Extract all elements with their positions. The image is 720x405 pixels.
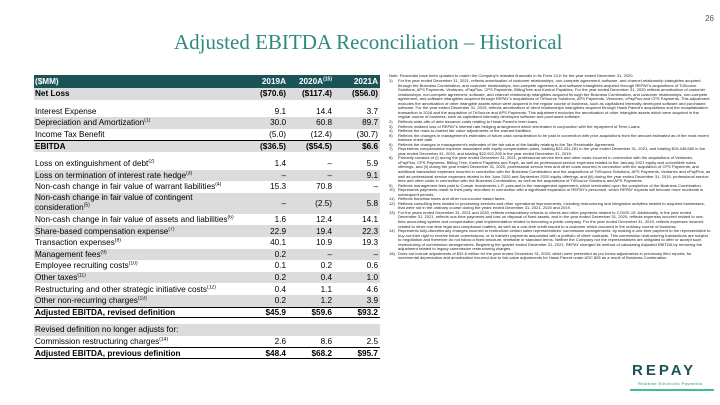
row-label [34,349,240,358]
footnote-number: 3) [389,123,393,129]
footnote-text: Reflects the changes in management’s estimates of the fair value of the liability relating to the Tax Receivable Agreement. [398,141,616,147]
cell-2020: ($117.4) [301,89,332,99]
cell-2021: 22.3 [362,226,378,236]
row-footnote-ref: (7) [168,226,175,232]
cell-2019: 1.6 [274,215,286,225]
footnote-text: Reflects realized loss of REPAY’s interest rate hedging arrangement which terminated in conjunction with the repayment of Term Loans. [398,123,641,129]
header-2020-label: 2020A [298,77,324,86]
table-row [34,336,380,348]
logo-word: REPAY [632,362,697,379]
page-title: Adjusted EBITDA Reconciliation – Historical [174,30,563,54]
table-row [34,347,380,359]
footnote-number: 8) [389,155,393,161]
cell-2021: 9.1 [366,170,378,180]
cell-2020: $68.2 [311,348,332,358]
cell-2019: ($70.6) [260,89,286,99]
row-footnote-ref: (1) [144,118,151,124]
table-body [34,88,380,359]
cell-2019: ($36.5) [260,142,286,152]
row-footnote-ref: (6) [227,215,234,221]
row-label [34,118,240,127]
table-row [34,324,380,336]
row-label [34,142,240,151]
row-footnote-ref: (4) [215,182,222,188]
table-row [34,129,380,141]
cell-2019: 2.6 [274,336,286,346]
row-label [34,337,240,346]
notes-list [389,79,711,261]
table-row [34,225,380,237]
cell-2020: 10.9 [316,238,332,248]
repay-logo [630,362,716,392]
row-label-text: Non-cash change in fair value of warrant liabilities [35,182,216,192]
cell-2020: $59.6 [311,307,332,317]
row-label-text: Other taxes [35,273,78,283]
row-label-text: Loss on extinguishment of debt [35,159,149,169]
cell-2021: – [373,182,378,192]
row-footnote-ref: (3) [186,170,193,177]
footnote-text: Reflects the mark-to-market fair value adjustments of the warrant liabilities. [398,128,532,134]
footnote-number: 13) [389,209,395,215]
table-row [34,193,380,214]
row-label [34,285,240,294]
cell-2020: 70.8 [316,182,332,192]
cell-2019: 40.1 [270,238,286,248]
cell-2020: 1.2 [320,296,332,306]
cell-2021: ($56.0) [352,89,378,99]
footnote-text: For the year ended December 31, 2021, reflects amortization of customer relationships, non-compete agreement, software, and channel relationship intangibles acquired through the Business Combination, and customer relationships, non-compete agreement, and software intangibles acquired through REPAY’s acquisitions of TriSource Solutions, APS Payments, Ventanex, cPayPlus, CPS Payments, BillingTree and Kontrol Payables. For the year ended December 31, 2020 reflects amortization of customer relationships, non-compete agreement, software, and channel relationship intangibles acquired through the Business Combination, and customer relationships, non-compete agreement, and software intangibles acquired through REPAY’s acquisitions of TriSource Solutions, APS Payments, Ventanex, cPayPlus and CPS Payments. This adjustment excludes the amortization of other intangible assets which were acquired in the regular course of business, such as capitalized internally developed software and purchased software. For the year ended December 31, 2019, reflects amortization of client relationships intangibles acquired through Hawk Parent’s acquisitions and the recapitalization transaction in 2016 and the acquisition of TriSource and APS Payments. This adjustment excludes the amortization of other intangible assets which were acquired in the regular course of business, such as capitalized internally developed software and purchased software. [398,78,710,120]
table-row [34,249,380,261]
footnote-text: Reflects franchise taxes and other non-income based taxes. [398,196,506,202]
row-label-text: Depreciation and Amortization [35,118,145,128]
footnote-item [389,156,711,183]
cell-2021: (30.7) [356,130,378,140]
header-2020 [288,77,334,86]
cell-2021: 19.3 [362,238,378,248]
cell-2019: 0.2 [274,249,286,259]
table-row [34,158,380,170]
row-label-text: Share-based compensation expense [35,226,169,236]
row-label [34,215,240,224]
table-row [34,88,380,100]
cell-2021: 0.6 [366,261,378,271]
footnote-number: 12) [389,200,395,206]
row-label-text: Other non-recurring charges [35,296,138,306]
footnote-number: 7) [389,146,393,152]
footnotes [389,74,711,261]
row-label-text: Loss on termination of interest rate hedge [35,170,187,180]
table-row [34,106,380,118]
row-label-text: Non-cash change in fair value of assets and liabilities [35,215,228,225]
footnote-item [389,211,711,229]
footnote-item [389,79,711,120]
row-label [34,296,240,305]
row-label-text: EBITDA [35,142,66,152]
row-label [34,325,240,334]
row-label [34,159,240,168]
row-label [34,171,240,180]
row-label [34,227,240,236]
row-label [34,182,240,191]
footnote-item [389,229,711,252]
row-label-text: Management fees [35,249,101,259]
row-label-text: Adjusted EBITDA, previous definition [35,348,181,358]
cell-2019: 0.2 [274,273,286,283]
row-label [34,107,240,116]
cell-2021: 5.8 [366,198,378,208]
row-label [34,273,240,282]
row-footnote-ref: (8) [114,238,121,244]
row-label [34,193,240,213]
row-footnote-ref: (11) [77,273,86,279]
footnote-text: Represents compensation expense associated with equity compensation plans, totaling $22,331,251 in the year ended December 31, 2021, and totaling $19,445,680 in the year ended December 31, 2020, and totaling $22,922,205 in the year ended December 31, 2019. [398,146,706,156]
footnote-number: 4) [389,128,393,134]
cell-2019: 9.1 [274,106,286,116]
cell-2021: 14.1 [362,215,378,225]
footnote-text: Reflects the changes in management’s estimates of future cash consideration to be paid in connection with prior acquisitions from the amount estimated as of the most recent balance sheet date. [398,132,709,143]
footnote-text: Primarily consists of (i) during the year ended December 31, 2021, professional service fees and other costs incurred in connection with the acquisitions of Ventanex, cPayPlus, CPS Payments, Billing Tree, Kontrol Payables and Payix, as well as professional service expenses related to the January 2021 equity and convertible notes offerings, and (ii) during the year ended December 31, 2020, professional service fees and other costs incurred in connection with the acquisition of CPS Payments, and additional transaction expenses incurred in connection with the Business Combination and the acquisitions of TriSource Solutions, APS Payments, Ventanex and cPayPlus, as well as professional service expenses related to the June 2020 and September 2020 equity offerings, and (iii) during the year ended December 31, 2019, professional service fees and other costs in connection with the Business Combination, as well as the acquisitions of TriSource Solutions and APS Payments. [398,155,711,184]
row-footnote-ref: (12) [207,284,216,290]
cell-2019: (5.0) [269,130,286,140]
cell-2019: 0.2 [274,296,286,306]
cell-2021: $95.7 [357,348,378,358]
row-footnote-ref: (9) [100,249,107,256]
row-label-text: Restructuring and other strategic initiative costs [35,284,208,294]
logo-underline [630,389,714,391]
row-label [34,238,240,247]
cell-2020: ($54.5) [306,142,332,152]
cell-2021: 5.9 [366,159,378,169]
row-label [34,250,240,259]
table-row [34,260,380,272]
cell-2020: – [327,170,332,180]
cell-2019: $45.9 [265,307,286,317]
row-label [34,261,240,270]
cell-2019: 30.0 [270,118,286,128]
row-label-text: Transaction expenses [35,238,115,248]
cell-2019: 15.3 [270,182,286,192]
footnote-number: 10) [389,187,395,193]
header-2021: 2021A [353,77,378,86]
cell-2019: 0.4 [274,284,286,294]
row-label-text: Income Tax Benefit [35,130,105,140]
row-label-text: Adjusted EBITDA, revised definition [35,307,176,317]
row-footnote-ref: (14) [159,336,169,343]
cell-2021: $6.6 [362,142,378,152]
row-label-text: Employee recruiting costs [35,261,129,271]
cell-2020: (12.4) [310,130,332,140]
cell-2021: 3.7 [366,106,378,116]
page-number: 26 [705,14,714,23]
notes-intro: Note: Financials have been updated to match the Company’s restated financials in its Form 10-K for the year ended December 31, 2020. [389,73,634,78]
table-row [34,214,380,226]
cell-2021: – [373,249,378,259]
footnote-text: Represents payments made to third-party recruiters in connection with a significant expansion of REPAY’s personnel, which REPAY expects will become more moderate in subsequent periods. [398,187,704,197]
footnote-text: Does not include adjustments of $32.6 million for the year ended December 31, 2020, which were presented as pro forma adjustments in previously filed reports, for incremental depreciation and amortization incurred due to fair-value adjustments for Hawk Parent under ASC 805 as a result of Business Combination. [398,250,692,261]
row-label-text: Net Loss [35,89,70,99]
row-label-text: Non-cash change in fair value of contingent consideration [35,193,193,213]
row-label-text: Interest Expense [35,106,97,116]
cell-2020: 14.4 [316,106,332,116]
row-footnote-ref: (10) [128,261,138,267]
footnote-number: 2) [389,118,393,124]
row-footnote-ref: (13) [137,296,147,302]
footnote-text: For the years ended December 31, 2021 and 2020, reflects extraordinary refunds to clients and other payments related to COVID-19. Additionally, in the year ended December 31, 2021, reflects one-time payments and loss on disposal of fixed assets, and in the year ended December 31, 2020, reflects expenses incurred related to one-time accounting system and compensation plan implementation related to becoming a public company. For the year ended December 31, 2019, reflects expenses incurred related to other one-time legal and compliance matters, as well as a one-time credit issued to a customer which occurred in the ordinary course of business. [398,209,704,229]
cell-2021: 2.5 [366,336,378,346]
footnote-number: 1) [389,78,393,84]
cell-2020: (2.5) [315,198,332,208]
table-row [34,117,380,129]
table-row [34,181,380,193]
header-2020-footnote: (15) [323,76,332,83]
cell-2020: 8.6 [320,336,332,346]
row-label-text: Commission restructuring charges [35,336,160,346]
row-footnote-ref: (5) [83,202,90,209]
table-row [34,283,380,295]
cell-2019: – [281,198,286,208]
cell-2021: 4.6 [366,284,378,294]
cell-2020: 0.4 [320,273,332,283]
cell-2020: 0.2 [320,261,332,271]
row-label [34,308,240,317]
cell-2021: 1.0 [366,273,378,283]
row-label [34,89,240,98]
cell-2020: 12.4 [316,215,332,225]
cell-2021: 3.9 [366,296,378,306]
table-row [34,237,380,249]
footnote-item [389,252,711,261]
cell-2020: – [327,159,332,169]
table-row [34,140,380,152]
footnote-number: 6) [389,141,393,147]
cell-2020: 19.4 [316,226,332,236]
footnote-text: Reflects write-offs of debt issuance costs relating to Hawk Parent’s term loans. [398,118,539,124]
footnote-text: Represents fully-discretionary changes incurred to restructure certain sales representatives’ commission arrangements, by making a one-time payment to the representative to buy out their right to receive future commissions, or to transfer payments associated with a portfolio of client contracts. This commission restructuring transactions are subject to negotiation and therefore do not follow a fixed structure, timetable or standard terms. Neither the Company nor the representatives are obligated to offer or accept such restructuring of commission arrangements. Beginning the quarter ended December 31, 2021, REPAY changed its method of calculating Adjusted EBITDA by removing the adjustment related to legacy commission restructuring charges. [398,228,711,252]
table-row [34,295,380,307]
table-row [34,170,380,182]
cell-2019: $48.4 [265,348,286,358]
table-row [34,272,380,284]
cell-2019: 22.9 [270,226,286,236]
cell-2019: – [281,170,286,180]
row-label-text: Revised definition no longer adjusts for: [35,325,179,335]
header-2019: 2019A [261,77,286,86]
cell-2020: – [327,249,332,259]
table-header [34,75,380,88]
footnote-text: Reflects management fees paid to Corsair Investments L.P. pursuant to the management agreement, which terminated upon the completion of the Business Combination. [398,182,702,188]
cell-2019: 1.4 [274,159,286,169]
cell-2020: 1.1 [320,284,332,294]
table-row [34,307,380,319]
cell-2019: 0.1 [274,261,286,271]
cell-2021: $93.2 [357,307,378,317]
footnote-number: 15) [389,250,395,256]
reconciliation-table [34,75,380,359]
footnote-number: 14) [389,228,395,234]
footnote-number: 5) [389,132,393,138]
cell-2021: 89.7 [362,118,378,128]
cell-2020: 60.8 [316,118,332,128]
footnote-number: 9) [389,182,393,188]
row-footnote-ref: (2) [148,159,155,165]
logo-tagline: Realtime Electronic Payments [638,381,703,386]
footnote-number: 11) [389,196,395,202]
footnote-text: Reflects consulting fees related to processing services and other operational improvements, including restructuring and integration activities related to acquired businesses, that were not in the ordinary course during the years ended December 31, 2021, 2020 and 2019. [398,200,705,211]
header-label: ($MM) [35,77,59,86]
row-label [34,130,240,139]
